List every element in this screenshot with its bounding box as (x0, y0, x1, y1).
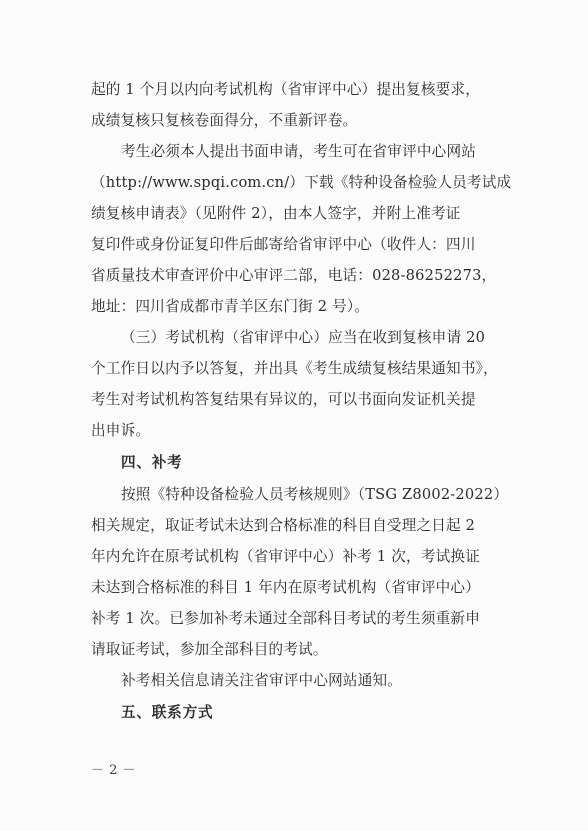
paragraph-line: 绩复核申请表》（见附件 2），由本人签字，并附上准考证 (91, 205, 461, 222)
paragraph-line: 出申诉。 (91, 422, 151, 439)
paragraph-line: 考生必须本人提出书面申请，考生可在省审评中心网站 (121, 143, 477, 160)
paragraph-line: 请取证考试，参加全部科目的考试。 (91, 641, 328, 658)
paragraph-line: 未达到合格标准的科目 1 年内在原考试机构（省审评中心） (91, 579, 481, 596)
paragraph-line: 地址：四川省成都市青羊区东门街 2 号）。 (91, 298, 370, 315)
paragraph-line: （http://www.spqi.com.cn/）下载《特种设备检验人员考试成 (91, 174, 512, 191)
paragraph-line: 考生对考试机构答复结果有异议的，可以书面向发证机关提 (91, 391, 476, 408)
paragraph-line: （三）考试机构（省审评中心）应当在收到复核申请 20 (121, 329, 486, 346)
section-heading: 四、补考 (121, 454, 183, 471)
page-number: － 2 － (91, 763, 137, 778)
section-heading: 五、联系方式 (121, 704, 214, 721)
paragraph-line: 按照《特种设备检验人员考核规则》（TSG Z8002-2022） (121, 486, 509, 503)
paragraph-line: 年内允许在原考试机构（省审评中心）补考 1 次，考试换证 (91, 548, 481, 565)
paragraph-line: 个工作日以内予以答复，并出具《考生成绩复核结果通知书》， (91, 360, 498, 377)
paragraph-line: 补考相关信息请关注省审评中心网站通知。 (121, 672, 403, 689)
paragraph-line: 成绩复核只复核卷面得分，不重新评卷。 (91, 112, 358, 129)
paragraph-line: 起的 1 个月以内向考试机构（省审评中心）提出复核要求， (91, 81, 481, 98)
paragraph-line: 复印件或身份证复印件后邮寄给省审评中心（收件人：四川 (91, 236, 476, 253)
paragraph-line: 补考 1 次。已参加补考未通过全部科目考试的考生须重新申 (91, 610, 481, 627)
paragraph-line: 相关规定，取证考试未达到合格标准的科目自受理之日起 2 (91, 517, 476, 534)
paragraph-line: 省质量技术审查评价中心审评二部，电话：028-86252273， (91, 267, 497, 284)
